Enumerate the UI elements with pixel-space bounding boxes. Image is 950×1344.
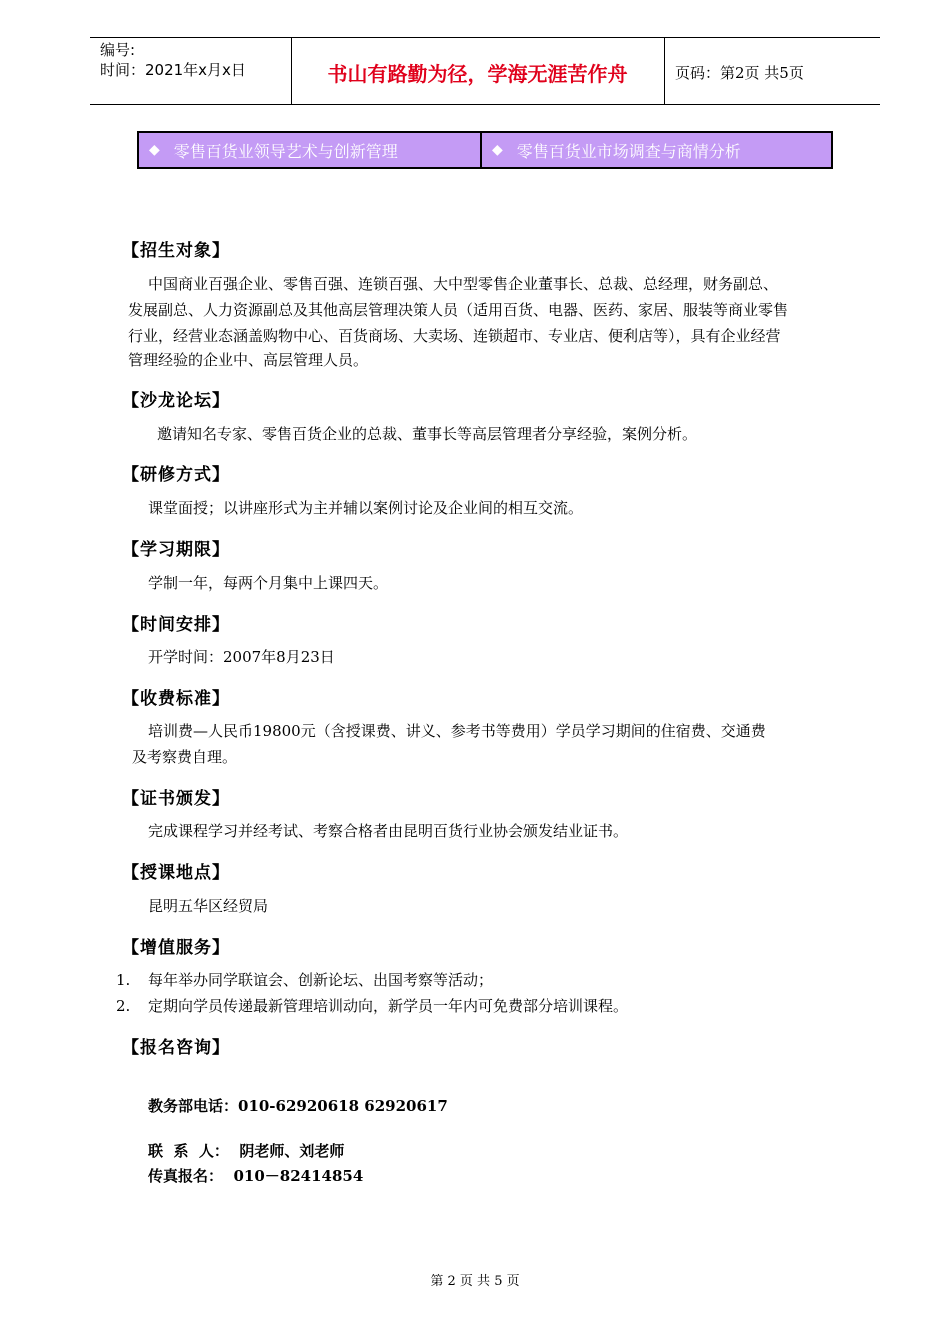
header-bottom-rule — [90, 104, 880, 105]
enrollment-line: 行业，经营业态涵盖购物中心、百货商场、大卖场、连锁超市、专业店、便利店等），具有企业经营 — [128, 327, 781, 345]
location-text: 昆明五华区经贸局 — [148, 897, 269, 915]
list-item-number: 1. — [116, 971, 131, 989]
section-title-location: 【授课地点】 — [122, 863, 230, 883]
salon-text: 邀请知名专家、零售百货企业的总裁、董事长等高层管理者分享经验，案例分析。 — [157, 425, 698, 443]
enrollment-line: 发展副总、人力资源副总及其他高层管理决策人员（适用百货、电器、医药、家居、服装等商业零售 — [128, 301, 789, 319]
section-title-duration: 【学习期限】 — [122, 540, 230, 560]
fees-line: 培训费—人民币19800元（含授课费、讲义、参考书等费用）学员学习期间的住宿费、交通费 — [148, 722, 766, 740]
section-title-certificate: 【证书颁发】 — [122, 789, 230, 809]
study-mode-text: 课堂面授；以讲座形式为主并辅以案例讨论及企业间的相互交流。 — [148, 499, 584, 517]
header-divider — [664, 37, 665, 105]
list-item-number: 2. — [116, 997, 131, 1015]
footer-page-number: 第 2 页 共 5 页 — [430, 1274, 520, 1289]
serial-label: 编号: — [100, 41, 136, 59]
section-title-salon: 【沙龙论坛】 — [122, 391, 230, 411]
diamond-bullet-icon: ◆ — [149, 142, 160, 158]
course-label: 零售百货业领导艺术与创新管理 — [173, 141, 398, 161]
header-motto: 书山有路勤为径，学海无涯苦作舟 — [327, 62, 628, 86]
course-label: 零售百货业市场调查与商情分析 — [516, 141, 741, 161]
list-item: 每年举办同学联谊会、创新论坛、出国考察等活动； — [148, 971, 494, 989]
section-title-fees: 【收费标准】 — [122, 689, 230, 709]
time-label: 时间：2021年x月x日 — [100, 61, 246, 79]
enrollment-line: 管理经验的企业中、高层管理人员。 — [128, 351, 369, 369]
section-title-study-mode: 【研修方式】 — [122, 465, 230, 485]
section-title-schedule: 【时间安排】 — [122, 615, 230, 635]
section-title-enrollment: 【招生对象】 — [122, 241, 230, 261]
certificate-text: 完成课程学习并经考试、考察合格者由昆明百货行业协会颁发结业证书。 — [148, 822, 629, 840]
enrollment-line: 中国商业百强企业、零售百强、连锁百强、大中型零售企业董事长、总裁、总经理，财务副总、 — [148, 275, 779, 293]
duration-text: 学制一年，每两个月集中上课四天。 — [148, 574, 389, 592]
fax-line: 传真报名： 010－82414854 — [148, 1167, 364, 1185]
section-title-services: 【增值服务】 — [122, 938, 230, 958]
course-box-leadership — [137, 131, 482, 169]
schedule-text: 开学时间：2007年8月23日 — [148, 648, 335, 666]
course-box-market-research — [480, 131, 833, 169]
phone-line: 教务部电话：010-62920618 62920617 — [148, 1097, 448, 1115]
contact-line: 联 系 人： 阴老师、刘老师 — [148, 1142, 345, 1160]
diamond-bullet-icon: ◆ — [492, 142, 503, 158]
list-item: 定期向学员传递最新管理培训动向，新学员一年内可免费部分培训课程。 — [148, 997, 629, 1015]
section-title-inquiry: 【报名咨询】 — [122, 1038, 230, 1058]
fees-line: 及考察费自理。 — [132, 748, 238, 766]
header-top-rule — [90, 37, 880, 38]
header-meta — [100, 40, 246, 80]
header-page-label: 页码：第2页 共5页 — [675, 64, 804, 82]
